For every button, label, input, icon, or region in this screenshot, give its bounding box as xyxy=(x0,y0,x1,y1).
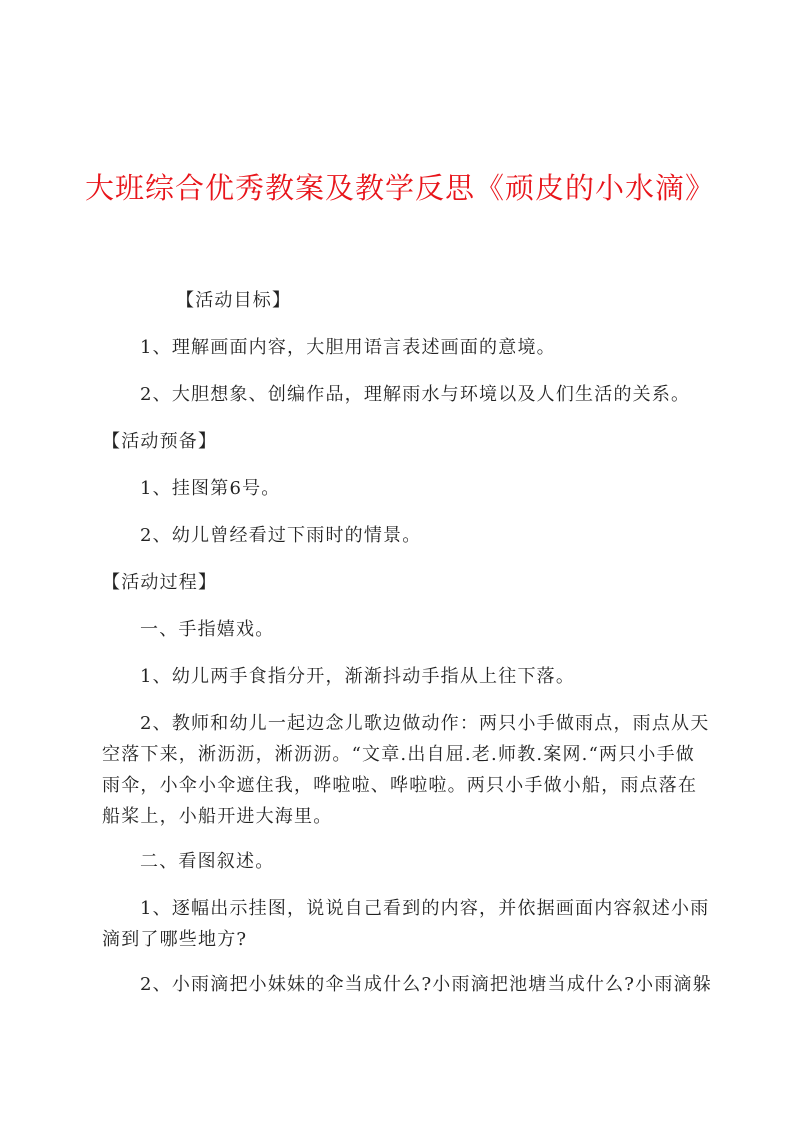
paragraph: 2、小雨滴把小妹妹的伞当成什么?小雨滴把池塘当成什么?小雨滴躲 xyxy=(140,974,712,995)
section-heading-process: 【活动过程】 xyxy=(102,572,218,593)
paragraph: 二、看图叙述。 xyxy=(140,851,275,872)
section-heading-goals: 【活动目标】 xyxy=(176,290,292,311)
paragraph: 2、幼儿曾经看过下雨时的情景。 xyxy=(140,525,422,546)
paragraph: 1、挂图第6号。 xyxy=(140,478,281,499)
paragraph: 1、理解画面内容，大胆用语言表述画面的意境。 xyxy=(140,337,556,358)
document-body xyxy=(102,285,714,1016)
document-title: 大班综合优秀教案及教学反思《顽皮的小水滴》 xyxy=(84,171,715,205)
paragraph: 1、幼儿两手食指分开，渐渐抖动手指从上往下落。 xyxy=(140,666,576,687)
paragraph: 一、手指嬉戏。 xyxy=(140,619,275,640)
section-heading-preparation: 【活动预备】 xyxy=(102,431,218,452)
paragraph: 1、逐幅出示挂图，说说自己看到的内容，并依据画面内容叙述小雨滴到了哪些地方? xyxy=(102,898,710,950)
paragraph: 2、教师和幼儿一起边念儿歌边做动作：两只小手做雨点，雨点从天空落下来，淅沥沥，淅沥沥。“文章.出自屈.老.师教.案网.“两只小手做雨伞，小伞小伞遮住我，哗啦啦、哗啦啦。两只小手做小船，雨点落在船桨上，小船开进大海里。 xyxy=(102,713,710,827)
paragraph: 2、大胆想象、创编作品，理解雨水与环境以及人们生活的关系。 xyxy=(140,384,691,405)
